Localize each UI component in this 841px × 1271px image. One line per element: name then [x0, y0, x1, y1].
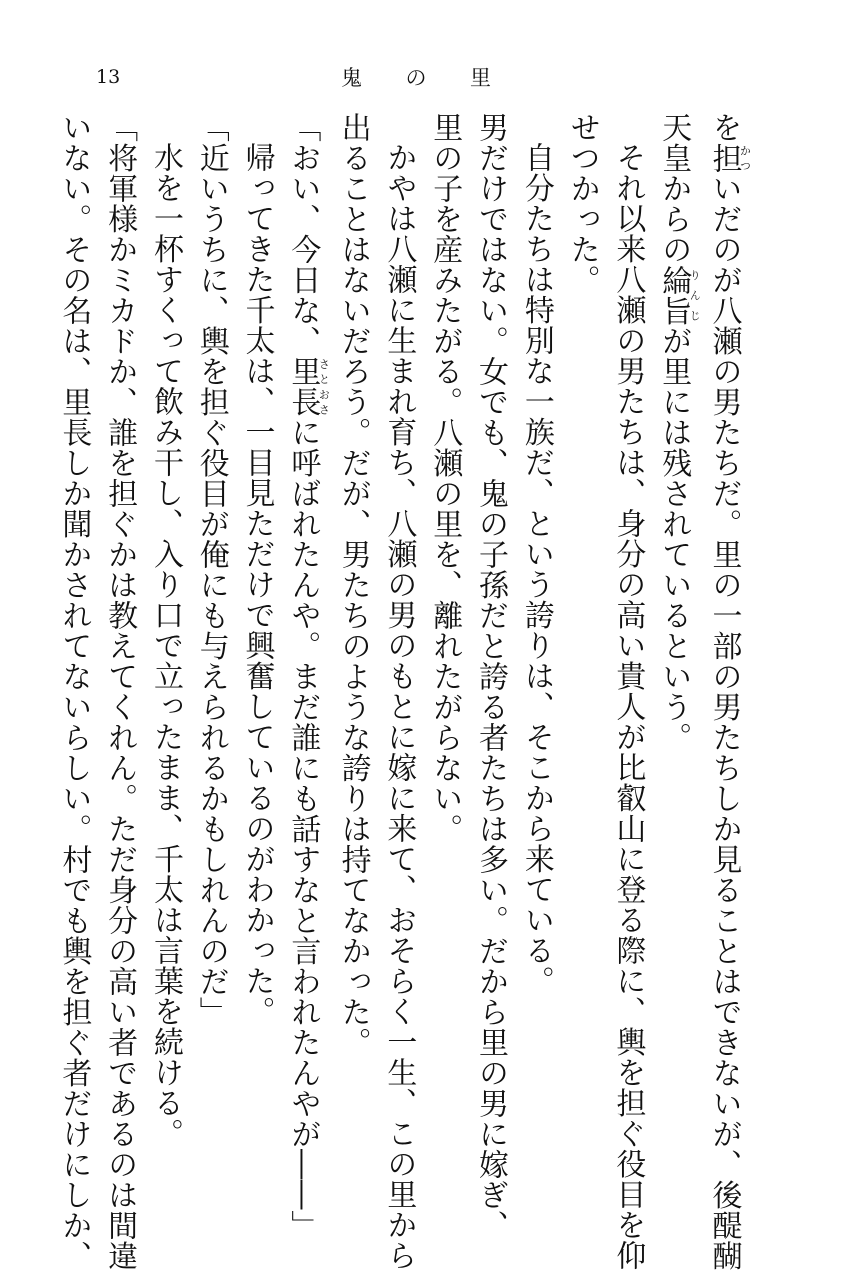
- running-head-char: の: [405, 66, 427, 90]
- text-line: 天皇からの綸旨りんじが里には残されているという。: [656, 112, 702, 753]
- ruby-word: 里長さとおさ: [285, 356, 331, 417]
- vertical-body-text: [51, 112, 752, 1271]
- text-line: いない。その名は、里長しか聞かされてないらしい。村でも輿を担ぐ者だけにしか、: [56, 112, 92, 1271]
- text-line: かやは八瀬に生まれ育ち、八瀬の男のもとに嫁に来て、おそらく一生、この里から: [381, 142, 417, 1271]
- text-line: 里の子を産みたがる。八瀬の里を、離れたがらない。: [427, 112, 463, 844]
- text-line: 自分たちは特別な一族だ、という誇りは、そこから来ている。: [518, 142, 554, 996]
- running-head-char: 鬼: [341, 66, 362, 90]
- text-line: 「将軍様かミカドか、誰を担ぐかは教えてくれん。ただ身分の高い者であるのは間違: [102, 112, 138, 1271]
- text-line: を担かついだのが八瀬の男たちだ。里の一部の男たちしか見ることはできないが、後醍醐: [706, 112, 752, 1271]
- running-head: [341, 62, 491, 92]
- text-line: 「近いうちに、輿を担ぐ役目が俺にも与えられるかもしれんのだ」: [193, 112, 229, 1027]
- text-line: 「おい、今日な、里長さとおさに呼ばれたんや。まだ誰にも話すなと言われたんやが――」: [285, 112, 331, 1241]
- page-number: 13: [96, 66, 121, 88]
- text-line: 出ることはないだろう。だが、男たちのような誇りは持てなかった。: [335, 112, 371, 1058]
- ruby-word: 担かつ: [706, 142, 752, 173]
- text-line: それ以来八瀬の男たちは、身分の高い貴人が比叡山に登る際に、輿を担ぐ役目を仰: [610, 142, 646, 1271]
- text-line: 男だけではない。女でも、鬼の子孫だと誇る者たちは多い。だから里の男に嫁ぎ、: [473, 112, 509, 1241]
- text-line: 帰ってきた千太は、一目見ただけで興奮しているのがわかった。: [239, 142, 275, 1027]
- running-head-char: 里: [470, 66, 491, 90]
- text-line: 水を一杯すくって飲み干し、入り口で立ったまま、千太は言葉を続ける。: [147, 142, 183, 1149]
- text-line: せつかった。: [564, 112, 600, 295]
- ruby-word: 綸旨りんじ: [656, 264, 702, 326]
